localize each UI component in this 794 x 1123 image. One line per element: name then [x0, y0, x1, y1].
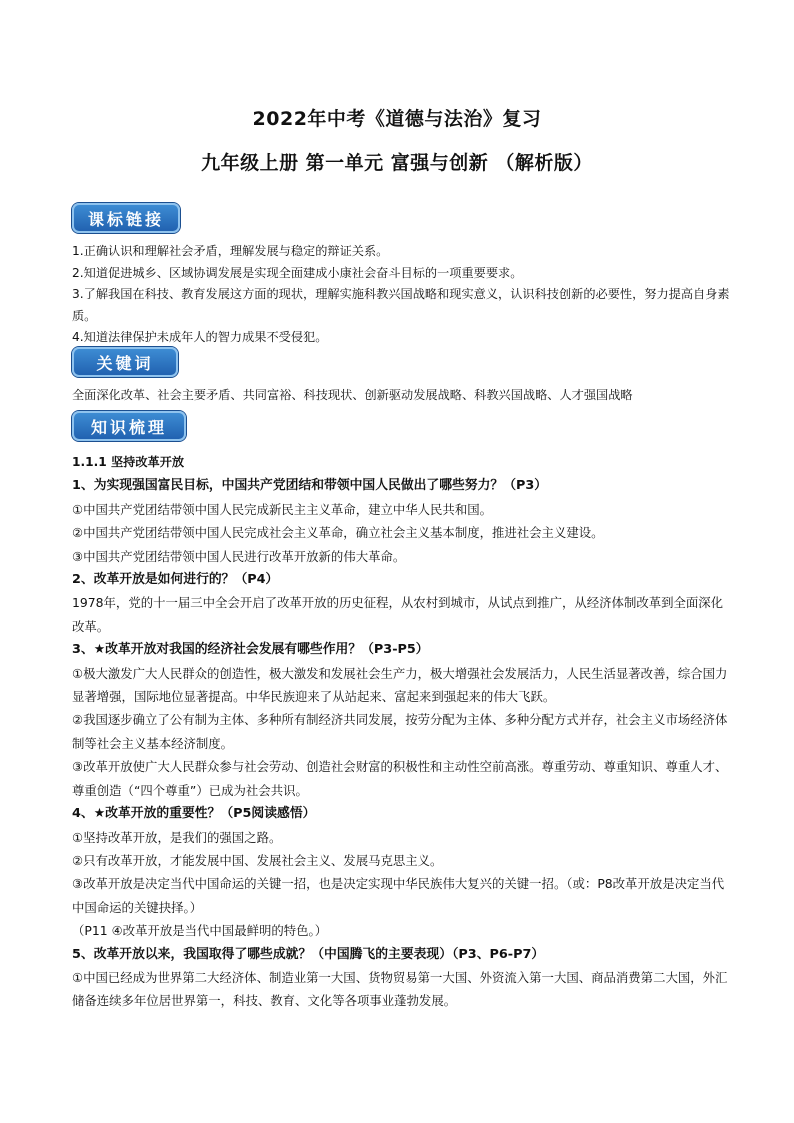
standard-item: 3.了解我国在科技、教育发展这方面的现状，理解实施科教兴国战略和现实意义，认识科技创新的必要性，努力提高自身素质。	[72, 287, 730, 323]
document-subtitle: 九年级上册 第一单元 富强与创新 （解析版）	[201, 152, 593, 174]
answer-item: ③改革开放使广大人民群众参与社会劳动、创造社会财富的积极性和主动性空前高涨。尊重劳动、尊重知识、尊重人才、尊重创造（“四个尊重”）已成为社会共识。	[72, 759, 728, 798]
answer-item: ②我国逐步确立了公有制为主体、多种所有制经济共同发展，按劳分配为主体、多种分配方式并存，社会主义市场经济体制等社会主义基本经济制度。	[72, 712, 728, 751]
question-heading: 5、改革开放以来，我国取得了哪些成就？（中国腾飞的主要表现）（P3、P6-P7）	[72, 946, 545, 962]
answer-item: ①中国已经成为世界第二大经济体、制造业第一大国、货物贸易第一大国、外资流入第一大国、商品消费第二大国，外汇储备连续多年位居世界第一，科技、教育、文化等各项事业蓬勃发展。	[72, 969, 728, 1009]
section-banner-standards: 课标链接	[72, 203, 180, 233]
question-heading: 2、改革开放是如何进行的？（P4）	[72, 572, 279, 588]
answer-item: ②中国共产党团结带领中国人民完成社会主义革命，确立社会主义基本制度，推进社会主义建设。	[72, 525, 604, 541]
answer-item: ②只有改革开放，才能发展中国、发展社会主义、发展马克思主义。	[72, 852, 443, 868]
answer-item: ①坚持改革开放，是我们的强国之路。	[72, 829, 282, 845]
answer-item: ①中国共产党团结带领中国人民完成新民主主义革命，建立中华人民共和国。	[72, 501, 492, 517]
question-heading: 3、★改革开放对我国的经济社会发展有哪些作用？（P3-P5）	[72, 642, 429, 658]
answer-item: 1978年，党的十一届三中全会开启了改革开放的历史征程，从农村到城市，从试点到推广，从经济体制改革到全面深化改革。	[72, 595, 724, 634]
standard-item: 1.正确认识和理解社会矛盾，理解发展与稳定的辩证关系。	[72, 244, 389, 258]
knowledge-content	[72, 451, 732, 1013]
standard-item: 2.知道促进城乡、区域协调发展是实现全面建成小康社会奋斗目标的一项重要要求。	[72, 265, 523, 280]
section-heading: 1.1.1 坚持改革开放	[72, 455, 185, 469]
question-heading: 4、★改革开放的重要性？（P5阅读感悟）	[72, 806, 316, 822]
answer-item: ①极大激发广大人民群众的创造性，极大激发和发展社会生产力，极大增强社会发展活力，人民生活显著改善，综合国力显著增强，国际地位显著提高。中华民族迎来了从站起来、富起来到强起来的伟大飞跃。	[72, 665, 728, 705]
standard-item: 4.知道法律保护未成年人的智力成果不受侵犯。	[72, 330, 328, 344]
standards-list	[72, 241, 732, 349]
answer-item: ③中国共产党团结带领中国人民进行改革开放新的伟大革命。	[72, 548, 406, 564]
answer-item: ③改革开放是决定当代中国命运的关键一招，也是决定实现中华民族伟大复兴的关键一招。（或：P8改革开放是决定当代中国命运的关键抉择。）	[72, 876, 725, 915]
section-banner-keywords: 关键词	[72, 347, 178, 377]
section-banner-knowledge: 知识梳理	[72, 411, 186, 441]
keywords-text: 全面深化改革、社会主要矛盾、共同富裕、科技现状、创新驱动发展战略、科教兴国战略、人才强国战略	[72, 388, 633, 402]
answer-note: （P11 ④改革开放是当代中国最鲜明的特色。）	[72, 923, 328, 939]
document-title: 2022年中考《道德与法治》复习	[252, 108, 542, 130]
question-heading: 1、为实现强国富民目标，中国共产党团结和带领中国人民做出了哪些努力？（P3）	[72, 478, 548, 494]
